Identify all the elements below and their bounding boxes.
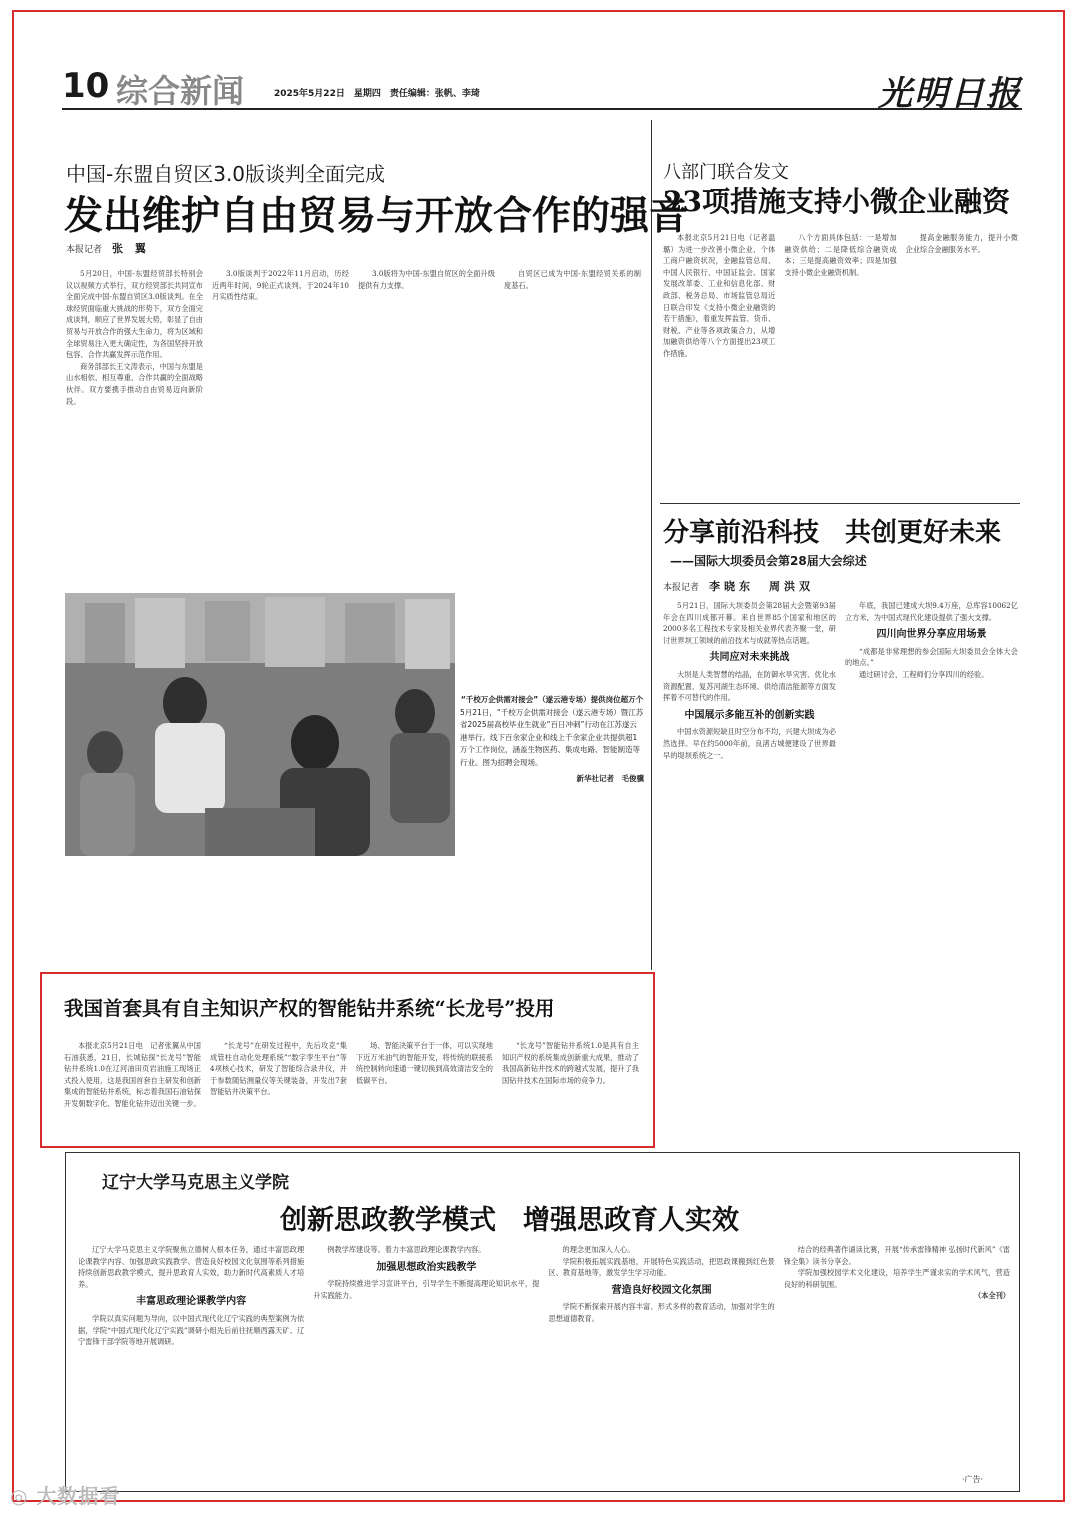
- article5-signature: （本全刊）: [974, 1291, 1010, 1301]
- article5-headline: 创新思政教学模式 增强思政育人实效: [280, 1205, 739, 1236]
- rule: [660, 503, 1020, 504]
- photo-image: [65, 593, 455, 856]
- article2-kicker: 八部门联合发文: [663, 162, 789, 183]
- text-column: 5月21日，国际大坝委员会第28届大会暨第93届年会在四川成都开幕。来自世界85个国家和地区的2000多名工程技术专家及相关业界代表齐聚一堂，研讨世界坝工领域的前沿技术与成就等热点话题。 共同应对未来挑战 大坝是人类智慧的结晶，在防御水旱灾害、优化水资源配置、复苏河湖生态环境、供给清洁能源等方面发挥着不可替代的作用。 中国展示多能互补的创新实践 中国水资源短缺且时空分布不均，兴建大坝成为必然选择。早在约5000年前，良渚古城便建设了世界最早的堤坝系统之一。: [663, 601, 836, 760]
- article5-subhead: 加强思想政治实践教学: [376, 1261, 477, 1273]
- article2-headline: 23项措施支持小微企业融资: [663, 185, 1010, 218]
- text-column: “长龙号”智能钻井系统1.0是具有自主知识产权的系统集成创新重大成果，推动了我国高新钻井技术的跨越式发展，提升了我国钻井技术在国际市场的竞争力。: [502, 1041, 639, 1085]
- byline-label: 本报记者: [663, 583, 700, 593]
- byline-name: 张 翼: [112, 242, 150, 255]
- article3-headline: 分享前沿科技 共创更好未来: [663, 518, 1002, 548]
- article5-subhead: 营造良好校园文化氛围: [611, 1284, 712, 1296]
- text-column: 八个方面具体包括：一是增加融资供给；二是降低综合融资成本；三是提高融资效率；四是加强支持小微企业融资机制。: [784, 233, 897, 277]
- column-divider: [651, 565, 652, 970]
- caption-text: 5月21日，“千校万企供需对接会（遂云港专场）暨江苏省2025届高校毕业生就业“百日冲刺”行动在江苏遂云港举行。线下百余家企业和线上千余家企业共提供超1万个工作岗位，涵盖生物医药、集成电路、智能制造等行业。图为招聘会现场。: [460, 707, 644, 767]
- text-column: 结合的经典著作诵读比赛，开展“传承雷锋精神 弘扬时代新风”《雷锋全集》读书分享会。 学院加强校园学术文化建设，培养学生严谨求实的学术风气，营造良好的科研氛围。 （本全刊）: [783, 1245, 1010, 1301]
- article3-subhead: 四川向世界分享应用场景: [876, 629, 987, 641]
- article1-body: [66, 268, 641, 568]
- text-column: 年底，我国已建成大坝9.4万座，总库容10062亿立方米，为中国式现代化建设提供了强大支撑。 四川向世界分享应用场景 “成都是非常理想的参会国际大坝委员会全体大会的地点。” 通过研讨会，工程师们分享四川的经验。: [845, 601, 1018, 679]
- article1-headline: 发出维护自由贸易与开放合作的强音: [64, 193, 689, 239]
- article3-subtitle: ——国际大坝委员会第28届大会综述: [670, 554, 867, 568]
- article3-subhead: 中国展示多能互补的创新实践: [684, 709, 815, 721]
- newspaper-logo: 光明日报: [878, 74, 1022, 114]
- text-column: 例教学库建设等。着力丰富思政理论课教学内容。 加强思想政治实践教学 学院持续推进学习宣讲平台，引导学生不断提高理论知识水平，提升实践能力。: [313, 1245, 540, 1300]
- watermark: [10, 1480, 120, 1509]
- text-column: 3.0版将为中国-东盟自贸区的全面升级提供有力支撑。: [358, 269, 495, 290]
- text-column: 辽宁大学马克思主义学院聚焦立德树人根本任务，通过丰富思政理论课教学内容、加强思政实践教学、营造良好校园文化氛围等系列措施持续创新思政教学模式，提升思政育人实效，助力新时代高素质人才培养。 丰富思政理论课教学内容 学院以真实问题为导向，以中国式现代化辽宁实践的典型案例为依据，学院“中国式现代化辽宁实践”调研小组先后前往抚顺西露天矿、辽宁雷锋干部学院等地开展调研。: [78, 1245, 305, 1347]
- text-column: 3.0版谈判于2022年11月启动，历经近两年时间，9轮正式谈判。于2024年10月实质性结束。: [212, 269, 349, 302]
- article3-byline: [663, 578, 814, 594]
- watermark-icon: ◎: [10, 1484, 29, 1508]
- text-column: 5月20日，中国-东盟经贸部长特别会议以视频方式举行，双方经贸部长共同宣布全面完成中国-东盟自贸区3.0版谈判。在全球经贸面临重大挑战的形势下，双方全面完成谈判，顺应了世界发展大势，彰显了自由贸易与开放合作的强大生命力，将为区域和全球贸易注入更大确定性，为各国坚持开放包容、合作共赢发挥示范作用。 商务部部长王文涛表示，中国与东盟是山水相依、相互尊重、合作共赢的全面战略伙伴。双方要携手推动自由贸易迈向新阶段。: [66, 269, 203, 406]
- article3-body: [663, 600, 1018, 1145]
- section-title: 综合新闻: [116, 72, 245, 110]
- photo-caption: [460, 694, 644, 786]
- text-column: 提高金融服务能力，提升小微企业综合金融服务水平。: [905, 233, 1018, 254]
- page-number: 10: [62, 66, 110, 106]
- article1-byline: [66, 240, 150, 256]
- text-column: 本报北京5月21日电 记者张翼从中国石油获悉，21日，长城钻探“长龙号”智能钻井系统1.0在辽河油田页岩油施工现场正式投入使用，这是我国首套自主研发和创新集成的智能钻井系统，标志着我国石油钻探开发朝数字化、智能化钻井迈出关键一步。: [64, 1041, 201, 1108]
- ad-label: ·广告·: [962, 1475, 984, 1484]
- caption-title: “千校万企供需对接会”（遂云港专场）提供岗位超万个: [460, 695, 644, 704]
- byline-label: 本报记者: [66, 245, 103, 255]
- news-photo: [65, 593, 455, 856]
- text-column: “长龙号”在研发过程中，先后攻克“集成管柱自动化处理系统”“数字孪生平台”等4项核心技术，研发了智能综合录井仪，并于参数随钻测量仪等关键装备，开发出7套智能钻井决策平台。: [210, 1041, 347, 1097]
- masthead: [62, 62, 1022, 114]
- article4-body: [64, 1040, 639, 1142]
- text-column: 本报北京5月21日电（记者温璐）为进一步改善小微企业、个体工商户融资状况，金融监管总局、中国人民银行、中国证监会、国家发展改革委、工业和信息化部、财政部、税务总局、市场监管总局近日联合印发《支持小微企业融资的若干措施》，着重发挥监管、货币、财税、产业等各项政策合力，从增加融资供给等八个方面提出23项工作措施。: [663, 233, 776, 358]
- article5-kicker: 辽宁大学马克思主义学院: [102, 1173, 289, 1193]
- text-column: 的理念更加深入人心。 学院积极拓展实践基地，开展特色实践活动，把思政课搬到红色景区、教育基地等，激发学生学习动能。 营造良好校园文化氛围 学院不断探索开展内容丰富、形式多样的教育活动，加强对学生的思想道德教育。: [548, 1245, 775, 1323]
- issue-meta: 2025年5月22日 星期四 责任编辑：张帆、李琦: [274, 89, 480, 99]
- text-column: 自贸区已成为中国-东盟经贸关系的制度基石。: [504, 269, 641, 290]
- text-column: 场、智能决策平台于一体，可以实现地下近万米油气的智能开发，将传统的联接系统控制转向速通一键切换到高效清洁安全的低碳平台。: [356, 1041, 493, 1085]
- article5-body: [78, 1244, 1010, 1484]
- article5-subhead: 丰富思政理论课教学内容: [136, 1296, 247, 1308]
- article1-kicker: 中国-东盟自贸区3.0版谈判全面完成: [66, 162, 386, 186]
- article4-headline: 我国首套具有自主知识产权的智能钻井系统“长龙号”投用: [64, 997, 555, 1020]
- caption-credit: 新华社记者 毛俊骥: [576, 774, 644, 783]
- byline-name: 李晓东 周洪双: [709, 580, 815, 593]
- watermark-text: 大数据看: [36, 1484, 121, 1508]
- article3-subhead: 共同应对未来挑战: [709, 652, 790, 664]
- article2-body: [663, 232, 1018, 500]
